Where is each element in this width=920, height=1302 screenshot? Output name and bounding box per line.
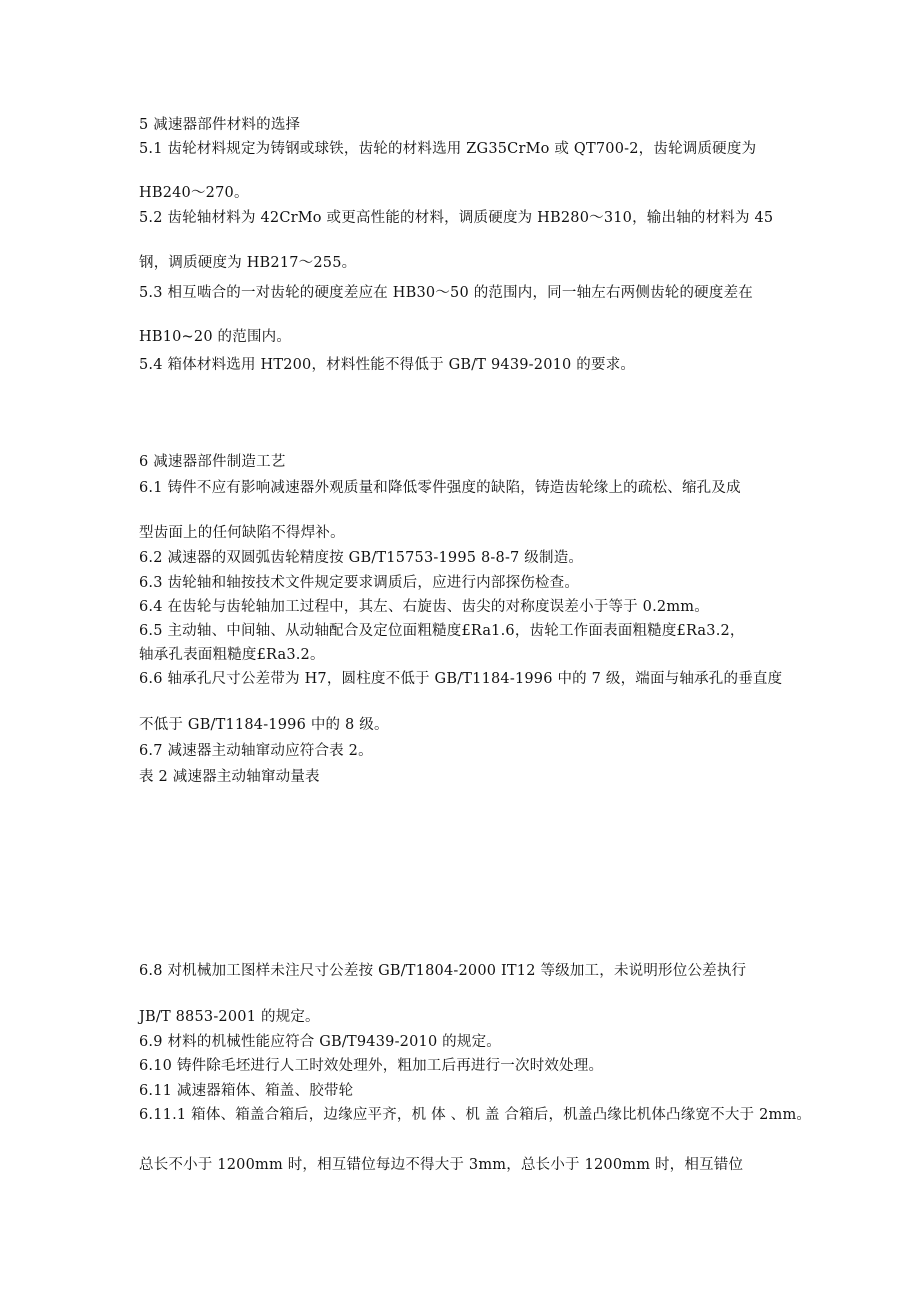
clause-6-3: 6.3 齿轮轴和轴按技术文件规定要求调质后，应进行内部探伤检查。 (139, 575, 580, 591)
clause-6-11-1-line-2: 总长不小于 1200mm 时，相互错位每边不得大于 3mm，总长小于 1200mm 时，相互错位 (139, 1157, 744, 1173)
section-5-heading: 5 减速器部件材料的选择 (139, 117, 301, 133)
clause-6-2: 6.2 减速器的双圆弧齿轮精度按 GB/T15753-1995 8-8-7 级制造。 (139, 550, 584, 566)
clause-6-6-line-1: 6.6 轴承孔尺寸公差带为 H7，圆柱度不低于 GB/T1184-1996 中的 7 级，端面与轴承孔的垂直度 (139, 671, 783, 687)
clause-6-8-line-2: JB/T 8853-2001 的规定。 (139, 1009, 320, 1025)
clause-6-5-line-1: 6.5 主动轴、中间轴、从动轴配合及定位面粗糙度£Ra1.6，齿轮工作面表面粗糙度£Ra3.2， (139, 623, 745, 639)
clause-6-11-heading: 6.11 减速器箱体、箱盖、胶带轮 (139, 1083, 354, 1099)
clause-6-10: 6.10 铸件除毛坯进行人工时效处理外，粗加工后再进行一次时效处理。 (139, 1058, 604, 1074)
clause-6-1-line-2: 型齿面上的任何缺陷不得焊补。 (139, 525, 345, 541)
clause-6-7: 6.7 减速器主动轴窜动应符合表 2。 (139, 743, 373, 759)
clause-6-6-line-2: 不低于 GB/T1184-1996 中的 8 级。 (139, 717, 389, 733)
clause-5-1-line-2: HB240～270。 (139, 185, 249, 201)
clause-6-9: 6.9 材料的机械性能应符合 GB/T9439-2010 的规定。 (139, 1034, 501, 1050)
table-2-caption: 表 2 减速器主动轴窜动量表 (139, 769, 320, 785)
clause-6-11-1-line-1: 6.11.1 箱体、箱盖合箱后，边缘应平齐，机 体 、机 盖 合箱后，机盖凸缘比机体凸缘宽不大于 2mm。 (139, 1107, 812, 1123)
clause-5-1-line-1: 5.1 齿轮材料规定为铸钢或球铁，齿轮的材料选用 ZG35CrMo 或 QT700-2，齿轮调质硬度为 (139, 141, 757, 157)
section-6-heading: 6 减速器部件制造工艺 (139, 454, 286, 470)
clause-5-2-line-1: 5.2 齿轮轴材料为 42CrMo 或更高性能的材料，调质硬度为 HB280～310，输出轴的材料为 45 (139, 210, 774, 226)
clause-5-2-line-2: 钢，调质硬度为 HB217～255。 (139, 255, 357, 271)
clause-5-3-line-1: 5.3 相互啮合的一对齿轮的硬度差应在 HB30～50 的范围内，同一轴左右两侧齿轮的硬度差在 (139, 285, 753, 301)
clause-6-8-line-1: 6.8 对机械加工图样未注尺寸公差按 GB/T1804-2000 IT12 等级加工，未说明形位公差执行 (139, 963, 747, 979)
clause-6-1-line-1: 6.1 铸件不应有影响减速器外观质量和降低零件强度的缺陷，铸造齿轮缘上的疏松、缩孔及成 (139, 480, 741, 496)
clause-5-3-line-2: HB10~20 的范围内。 (139, 329, 292, 345)
clause-6-5-line-2: 轴承孔表面粗糙度£Ra3.2。 (139, 647, 325, 663)
clause-5-4: 5.4 箱体材料选用 HT200，材料性能不得低于 GB/T 9439-2010 的要求。 (139, 357, 636, 373)
clause-6-4: 6.4 在齿轮与齿轮轴加工过程中，其左、右旋齿、齿尖的对称度误差小于等于 0.2mm。 (139, 599, 709, 615)
